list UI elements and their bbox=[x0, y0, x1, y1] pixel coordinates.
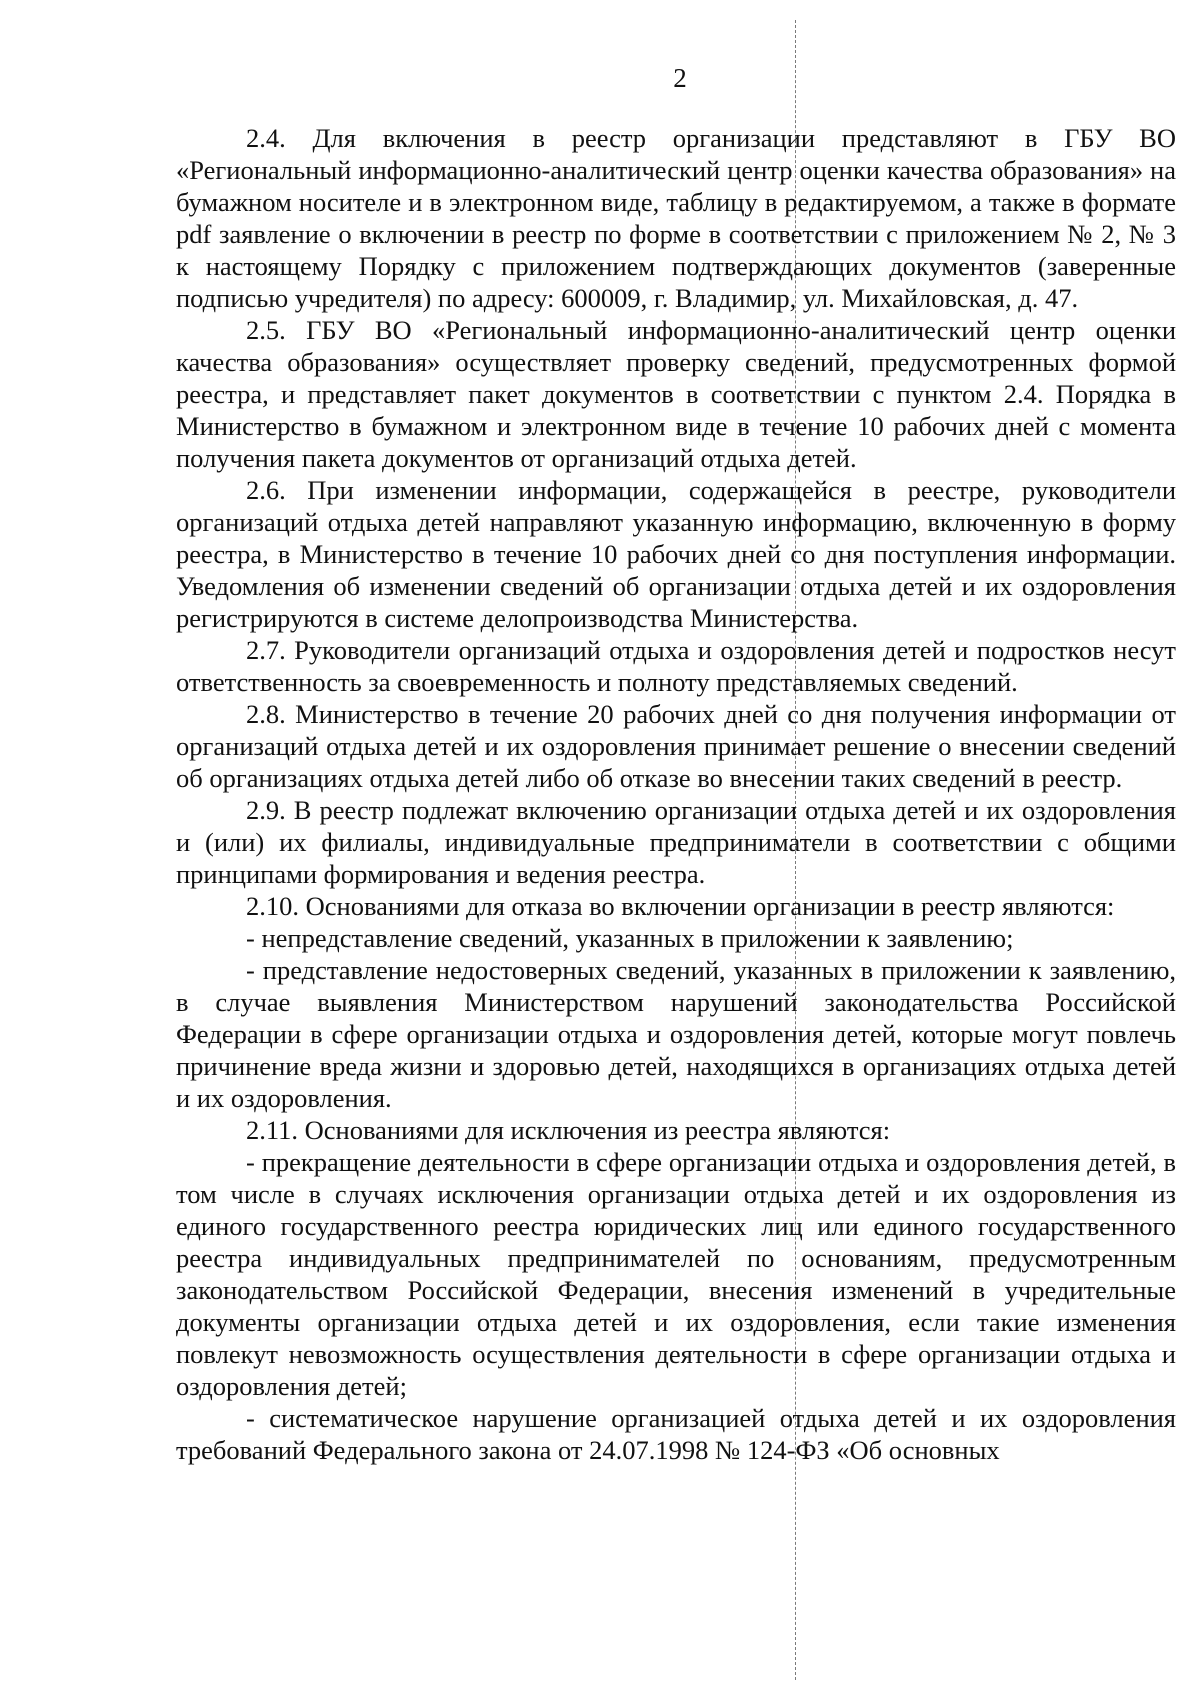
list-item-2-11-a: - прекращение деятельности в сфере организации отдыха и оздоровления детей, в том числе в случаях исключения организации отдыха детей и их оздоровления из единого государственного реестра юридических лиц или единого государственного реестра индивидуальных предпринимателей по основаниям, предусмотренным законодательством Российской Федерации, внесения изменений в учредительные документы организации отдыха детей и их оздоровления, если такие изменения повлекут невозможность осуществления деятельности в сфере организации отдыха и оздоровления детей; bbox=[176, 1147, 1176, 1401]
paragraph-2-8: 2.8. Министерство в течение 20 рабочих дней со дня получения информации от организаций отдыха детей и их оздоровления принимает решение о внесении сведений об организациях отдыха детей либо об отказе во внесении таких сведений в реестр. bbox=[176, 699, 1176, 793]
paragraph-2-10: 2.10. Основаниями для отказа во включении организации в реестр являются: bbox=[246, 891, 1115, 921]
list-item-2-10-b: - представление недостоверных сведений, указанных в приложении к заявлению, в случае выявления Министерством нарушений законодательства Российской Федерации в сфере организации отдыха и оздоровления детей, которые могут повлечь причинение вреда жизни и здоровью детей, находящихся в организациях отдыха детей и их оздоровления. bbox=[176, 955, 1176, 1113]
paragraph-2-7: 2.7. Руководители организаций отдыха и оздоровления детей и подростков несут ответственность за своевременность и полноту представляемых сведений. bbox=[176, 635, 1176, 697]
paragraph-2-11: 2.11. Основаниями для исключения из реестра являются: bbox=[246, 1115, 891, 1145]
paragraph-2-9: 2.9. В реестр подлежат включению организации отдыха детей и их оздоровления и (или) их филиалы, индивидуальные предприниматели в соответствии с общими принципами формирования и ведения реестра. bbox=[176, 795, 1176, 889]
document-body bbox=[176, 122, 1176, 1466]
page-number: 2 bbox=[673, 63, 687, 93]
paragraph-2-4: 2.4. Для включения в реестр организации представляют в ГБУ ВО «Региональный информационно-аналитический центр оценки качества образования» на бумажном носителе и в электронном виде, таблицу в редактируемом, а также в формате pdf заявление о включении в реестр по форме в соответствии с приложением № 2, № 3 к настоящему Порядку с приложением подтверждающих документов (заверенные подписью учредителя) по адресу: 600009, г. Владимир, ул. Михайловская, д. 47. bbox=[176, 123, 1176, 313]
paragraph-2-5: 2.5. ГБУ ВО «Региональный информационно-аналитический центр оценки качества образования» осуществляет проверку сведений, предусмотренных формой реестра, и представляет пакет документов в соответствии с пунктом 2.4. Порядка в Министерство в бумажном и электронном виде в течение 10 рабочих дней с момента получения пакета документов от организаций отдыха детей. bbox=[176, 315, 1176, 473]
paragraph-2-6: 2.6. При изменении информации, содержащейся в реестре, руководители организаций отдыха детей направляют указанную информацию, включенную в форму реестра, в Министерство в течение 10 рабочих дней со дня поступления информации. Уведомления об изменении сведений об организации отдыха детей и их оздоровления регистрируются в системе делопроизводства Министерства. bbox=[176, 475, 1176, 633]
list-item-2-10-a: - непредставление сведений, указанных в приложении к заявлению; bbox=[246, 923, 1014, 953]
list-item-2-11-b: - систематическое нарушение организацией отдыха детей и их оздоровления требований Федерального закона от 24.07.1998 № 124-ФЗ «Об основных bbox=[176, 1403, 1176, 1465]
